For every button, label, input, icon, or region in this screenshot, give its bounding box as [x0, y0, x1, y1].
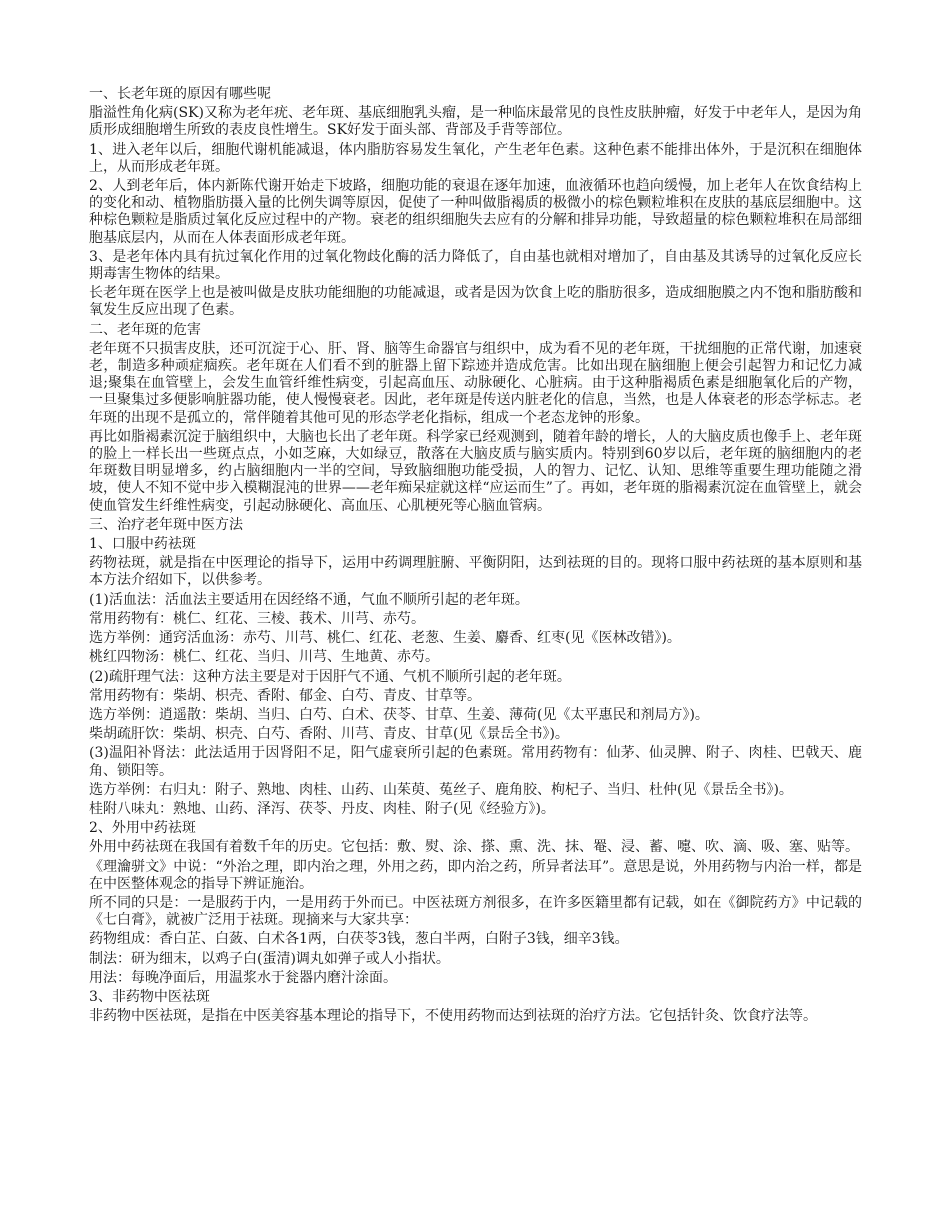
paragraph: 再比如脂褐素沉淀于脑组织中，大脑也长出了老年斑。科学家已经观测到，随着年龄的增长，人的大脑皮质也像手上、老年斑的脸上一样长出一些斑点点，小如芝麻，大如绿豆，散落在大脑皮质与脑实质内。特别到60岁以后，老年斑的脑细胞内的老年斑数目明显增多，约占脑细胞内一半的空间，导致脑细胞功能受损，人的智力、记忆、认知、思维等重要生理功能随之滑坡，使人不知不觉中步入模糊混沌的世界——老年痴呆症就这样“应运而生”了。再如，老年斑的脂褐素沉淀在血管壁上，就会使血管发生纤维性病变，引起动脉硬化、高血压、心肌梗死等心脑血管病。 [89, 428, 862, 514]
subsection-heading: 1、口服中药祛斑 [89, 536, 196, 553]
paragraph: 老年斑不只损害皮肤，还可沉淀于心、肝、肾、脑等生命器官与组织中，成为看不见的老年斑，干扰细胞的正常代谢，加速衰老，制造多种顽症痼疾。老年斑在人们看不到的脏器上留下踪迹并造成危害。比如出现在脑细胞上便会引起智力和记忆力减退;聚集在血管壁上，会发生血管纤维性病变，引起高血压、动脉硬化、心脏病。由于这种脂褐质色素是细胞氧化后的产物，一旦聚集过多便影响脏器功能，使人慢慢衰老。因此，老年斑是传送内脏老化的信息，当然，也是人体衰老的形态学标志。老年斑的出现不是孤立的，常伴随着其他可见的形态学老化指标，组成一个老态龙钟的形象。 [89, 340, 862, 426]
paragraph: 脂溢性角化病(SK)又称为老年疣、老年斑、基底细胞乳头瘤，是一种临床最常见的良性皮肤肿瘤，好发于中老年人，是因为角质形成细胞增生所致的表皮良性增生。SK好发于面头部、背部及手背等部位。 [89, 105, 862, 139]
paragraph: 长老年斑在医学上也是被叫做是皮肤功能细胞的功能减退，或者是因为饮食上吃的脂肪很多，造成细胞膜之内不饱和脂肪酸和氧发生反应出现了色素。 [89, 285, 862, 319]
paragraph: 非药物中医祛斑，是指在中医美容基本理论的指导下，不使用药物而达到祛斑的治疗方法。它包括针灸、饮食疗法等。 [89, 1008, 817, 1025]
paragraph: 桂附八味丸：熟地、山药、泽泻、茯苓、丹皮、肉桂、附子(见《经验方》)。 [89, 800, 555, 817]
paragraph: 2、人到老年后，体内新陈代谢开始走下坡路，细胞功能的衰退在逐年加速，血液循环也趋向缓慢，加上老年人在饮食结构上的变化和动、植物脂肪摄入量的比例失调等原因，促使了一种叫做脂褐质的极微小的棕色颗粒堆积在皮肤的基底层细胞中。这种棕色颗粒是脂质过氧化反应过程中的产物。衰老的组织细胞失去应有的分解和排异功能，导致超量的棕色颗粒堆积在局部细胞基底层内，从而在人体表面形成老年斑。 [89, 178, 862, 246]
paragraph: 外用中药祛斑在我国有着数千年的历史。它包括：敷、熨、涂、搽、熏、洗、抹、罨、浸、蓄、嚏、吹、滴、吸、塞、贴等。 [89, 839, 859, 856]
section-heading: 三、治疗老年斑中医方法 [89, 516, 243, 533]
paragraph: 用法：每晚净面后，用温浆水于瓮器内磨汁涂面。 [89, 969, 397, 986]
section-heading: 二、老年斑的危害 [89, 321, 201, 338]
paragraph: 桃红四物汤：桃仁、红花、当归、川芎、生地黄、赤芍。 [89, 649, 439, 666]
document-body [89, 86, 862, 1025]
section-heading: 一、长老年斑的原因有哪些呢 [89, 86, 271, 102]
paragraph: 药物组成：香白芷、白蔹、白术各1两，白茯苓3钱，葱白半两，白附子3钱，细辛3钱。 [89, 931, 629, 948]
paragraph: 常用药物有：桃仁、红花、三棱、莪术、川芎、赤芍。 [89, 610, 425, 627]
paragraph: 所不同的只是：一是服药于内，一是用药于外而已。中医祛斑方剂很多，在许多医籍里都有记载，如在《御院药方》中记载的《七白膏》，就被广泛用于祛斑。现摘来与大家共享： [89, 894, 862, 929]
paragraph: (3)温阳补肾法：此法适用于因肾阳不足，阳气虚衰所引起的色素斑。常用药物有：仙茅、仙灵脾、附子、肉桂、巴戟天、鹿角、锁阳等。 [89, 745, 862, 779]
paragraph: 药物祛斑，就是指在中医理论的指导下，运用中药调理脏腑、平衡阴阳，达到祛斑的目的。现将口服中药祛斑的基本原则和基本方法介绍如下，以供参考。 [89, 555, 862, 589]
paragraph: 1、进入老年以后，细胞代谢机能减退，体内脂肪容易发生氧化，产生老年色素。这种色素不能排出体外，于是沉积在细胞体上，从而形成老年斑。 [89, 141, 862, 175]
paragraph: 《理瀹骈文》中说：“外治之理，即内治之理，外用之药，即内治之药，所异者法耳”。意思是说，外用药物与内治一样，都是在中医整体观念的指导下辨证施治。 [89, 858, 862, 892]
subsection-heading: 2、外用中药祛斑 [89, 820, 196, 837]
subsection-heading: 3、非药物中医祛斑 [89, 988, 210, 1005]
paragraph: 选方举例：通窍活血汤：赤芍、川芎、桃仁、红花、老葱、生姜、麝香、红枣(见《医林改错》)。 [89, 630, 681, 647]
paragraph: 常用药物有：柴胡、枳壳、香附、郁金、白芍、青皮、甘草等。 [89, 687, 481, 704]
paragraph: 选方举例：逍遥散：柴胡、当归、白芍、白术、茯苓、甘草、生姜、薄荷(见《太平惠民和剂局方》)。 [89, 706, 709, 723]
paragraph: 3、是老年体内具有抗过氧化作用的过氧化物歧化酶的活力降低了，自由基也就相对增加了，自由基及其诱导的过氧化反应长期毒害生物体的结果。 [89, 248, 862, 283]
paragraph: (2)疏肝理气法：这种方法主要是对于因肝气不通、气机不顺所引起的老年斑。 [89, 668, 571, 685]
paragraph: 选方举例：右归丸：附子、熟地、肉桂、山药、山茱萸、菟丝子、鹿角胶、枸杞子、当归、杜仲(见《景岳全书》)。 [89, 781, 793, 798]
paragraph: 制法：研为细末，以鸡子白(蛋清)调丸如弹子或人小指状。 [89, 950, 450, 967]
paragraph: 柴胡疏肝饮：柴胡、枳壳、白芍、香附、川芎、青皮、甘草(见《景岳全书》)。 [89, 726, 569, 743]
paragraph: (1)活血法：活血法主要适用在因经络不通，气血不顺所引起的老年斑。 [89, 591, 529, 608]
